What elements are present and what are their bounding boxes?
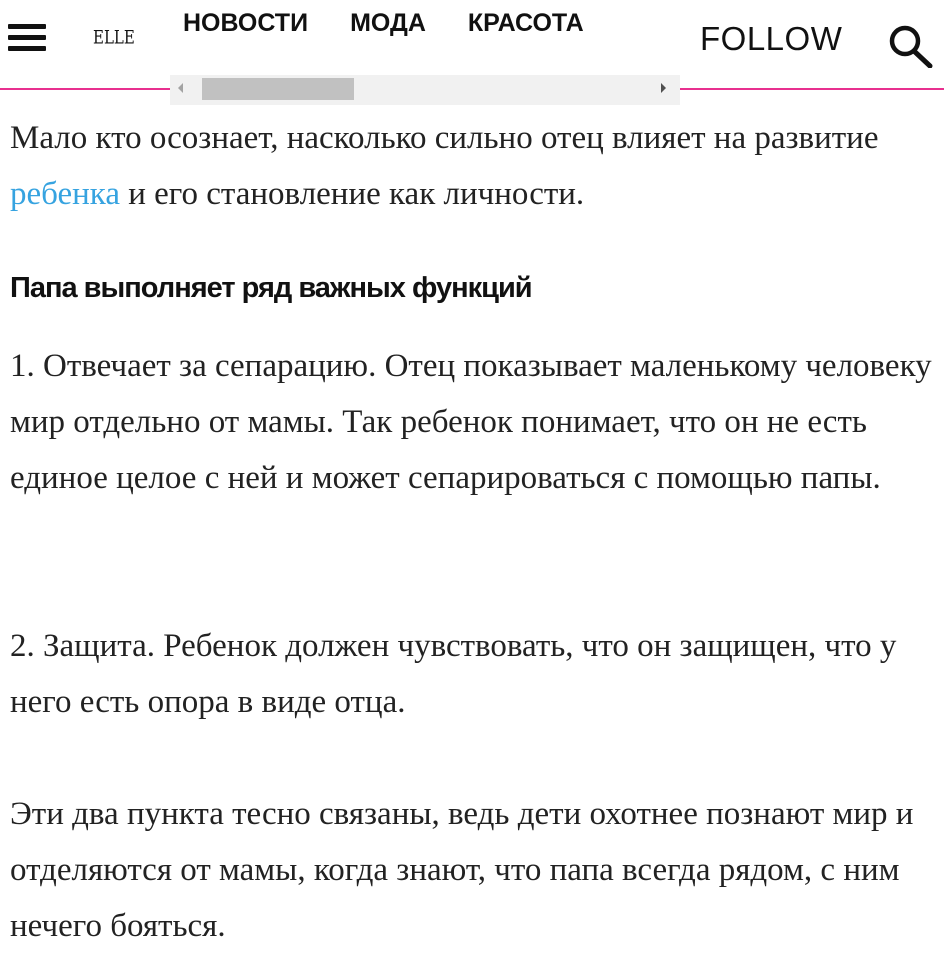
scrollbar-thumb[interactable] (202, 78, 354, 100)
nav-item-fashion[interactable]: МОДА (350, 9, 426, 37)
header-divider-left (0, 88, 170, 90)
scroll-left-arrow-icon[interactable] (178, 83, 183, 93)
article-paragraph-protection: 2. Защита. Ребенок должен чувствовать, что он защищен, что у него есть опора в виде отца. (10, 628, 897, 720)
section-subheading: Папа выполняет ряд важных функций (10, 272, 532, 304)
header-divider-right (680, 88, 944, 90)
article-paragraph-separation: 1. Отвечает за сепарацию. Отец показывает маленькому человеку мир отдельно от мамы. Так ребенок понимает, что он не есть единое целое с ней и может сепарироваться с помощью папы. (10, 348, 932, 496)
article-paragraph-conclusion: Эти два пункта тесно связаны, ведь дети охотнее познают мир и отделяются от мамы, когда знают, что папа всегда рядом, с ним нечего бояться. (10, 796, 914, 944)
search-icon[interactable] (886, 24, 938, 68)
nav-item-beauty[interactable]: КРАСОТА (467, 9, 584, 37)
intro-text-end: и его становление как личности. (120, 176, 585, 212)
scroll-right-arrow-icon[interactable] (661, 83, 666, 93)
site-header (0, 0, 944, 108)
intro-text-start: Мало кто осознает, насколько сильно отец влияет на развитие (10, 120, 879, 156)
nav-horizontal-scrollbar[interactable] (170, 75, 680, 105)
child-link[interactable]: ребенка (10, 176, 120, 212)
nav-item-news[interactable]: НОВОСТИ (183, 9, 309, 37)
follow-button[interactable]: FOLLOW (700, 20, 843, 57)
nav-list (183, 0, 680, 46)
site-logo[interactable]: ELLE (93, 25, 135, 49)
menu-icon[interactable] (8, 24, 46, 52)
article-paragraph-intro (10, 110, 940, 222)
main-nav (183, 0, 680, 60)
